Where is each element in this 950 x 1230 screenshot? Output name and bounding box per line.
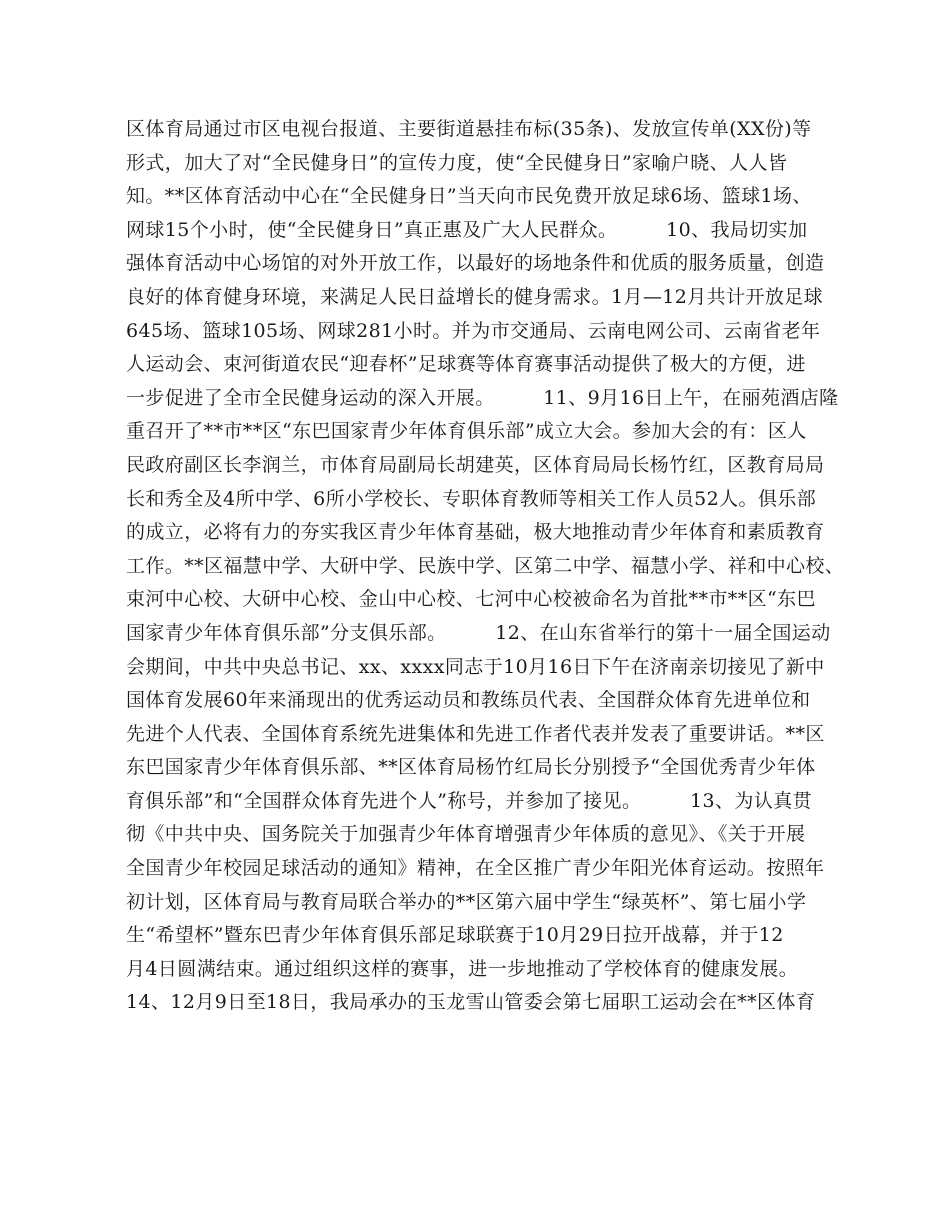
text-line: 束河中心校、大研中心校、金山中心校、七河中心校被命名为首批**市**区“东巴 (126, 588, 816, 611)
body-text (126, 113, 845, 1020)
text-line: 的成立，必将有力的夯实我区青少年体育基础，极大地推动青少年体育和素质教育 (126, 521, 825, 544)
text-line: 强体育活动中心场馆的对外开放工作，以最好的场地条件和优质的服务质量，创造 (126, 252, 825, 275)
text-line: 区体育局通过市区电视台报道、主要街道悬挂布标(35条)、发放宣传单(XX份)等 (126, 118, 812, 140)
text-line: 初计划，区体育局与教育局联合举办的**区第六届中学生“绿英杯”、第七届小学 (126, 890, 807, 913)
text-line: 形式，加大了对“全民健身日”的宣传力度，使“全民健身日”家喻户晓、人人皆 (126, 151, 788, 174)
text-line: 14、12月9日至18日，我局承办的玉龙雪山管委会第七届职工运动会在**区体育 (126, 991, 816, 1014)
text-line: 人运动会、束河街道农民“迎春杯”足球赛等体育赛事活动提供了极大的方便，进 (126, 353, 806, 376)
text-line: 长和秀全及4所中学、6所小学校长、专职体育教师等相关工作人员52人。俱乐部 (126, 487, 817, 510)
text-line: 良好的体育健身环境，来满足人民日益增长的健身需求。1月—12月共计开放足球 (126, 285, 824, 308)
text-line: 月4日圆满结束。通过组织这样的赛事，进一步地推动了学校体育的健康发展。 (126, 957, 799, 980)
text-line: 知。**区体育活动中心在“全民健身日”当天向市民免费开放足球6场、篮球1场、 (126, 185, 812, 208)
text-line: 工作。**区福慧中学、大研中学、民族中学、区第二中学、福慧小学、祥和中心校、 (126, 554, 845, 577)
text-line: 国体育发展60年来涌现出的优秀运动员和教练员代表、全国群众体育先进单位和 (126, 689, 811, 712)
text-line: 彻《中共中央、国务院关于加强青少年体育增强青少年体质的意见》、《关于开展 (126, 823, 806, 846)
text-line: 国家青少年体育俱乐部”分支俱乐部。 12、在山东省举行的第十一届全国运动 (126, 621, 831, 644)
text-line: 645场、篮球105场、网球281小时。并为市交通局、云南电网公司、云南省老年 (126, 319, 821, 342)
text-line: 东巴国家青少年体育俱乐部、**区体育局杨竹红局长分别授予“全国优秀青少年体 (126, 756, 816, 779)
text-line: 育俱乐部”和“全国群众体育先进个人”称号，并参加了接见。 13、为认真贯 (126, 789, 813, 812)
text-line: 先进个人代表、全国体育系统先进集体和先进工作者代表并发表了重要讲话。**区 (126, 722, 825, 745)
text-line: 全国青少年校园足球活动的通知》精神，在全区推广青少年阳光体育运动。按照年 (126, 857, 825, 880)
text-line: 网球15个小时，使“全民健身日”真正惠及广大人民群众。 10、我局切实加 (126, 218, 808, 241)
text-line: 一步促进了全市全民健身运动的深入开展。 11、9月16日上午，在丽苑酒店隆 (126, 386, 839, 409)
text-line: 重召开了**市**区“东巴国家青少年体育俱乐部”成立大会。参加大会的有：区人 (126, 420, 807, 443)
text-line: 生“希望杯”暨东巴青少年体育俱乐部足球联赛于10月29日拉开战幕，并于12 (126, 924, 784, 947)
text-line: 民政府副区长李润兰，市体育局副局长胡建英，区体育局局长杨竹红，区教育局局 (126, 453, 825, 476)
text-line: 会期间，中共中央总书记、xx、xxxx同志于10月16日下午在济南亲切接见了新中 (126, 655, 825, 678)
